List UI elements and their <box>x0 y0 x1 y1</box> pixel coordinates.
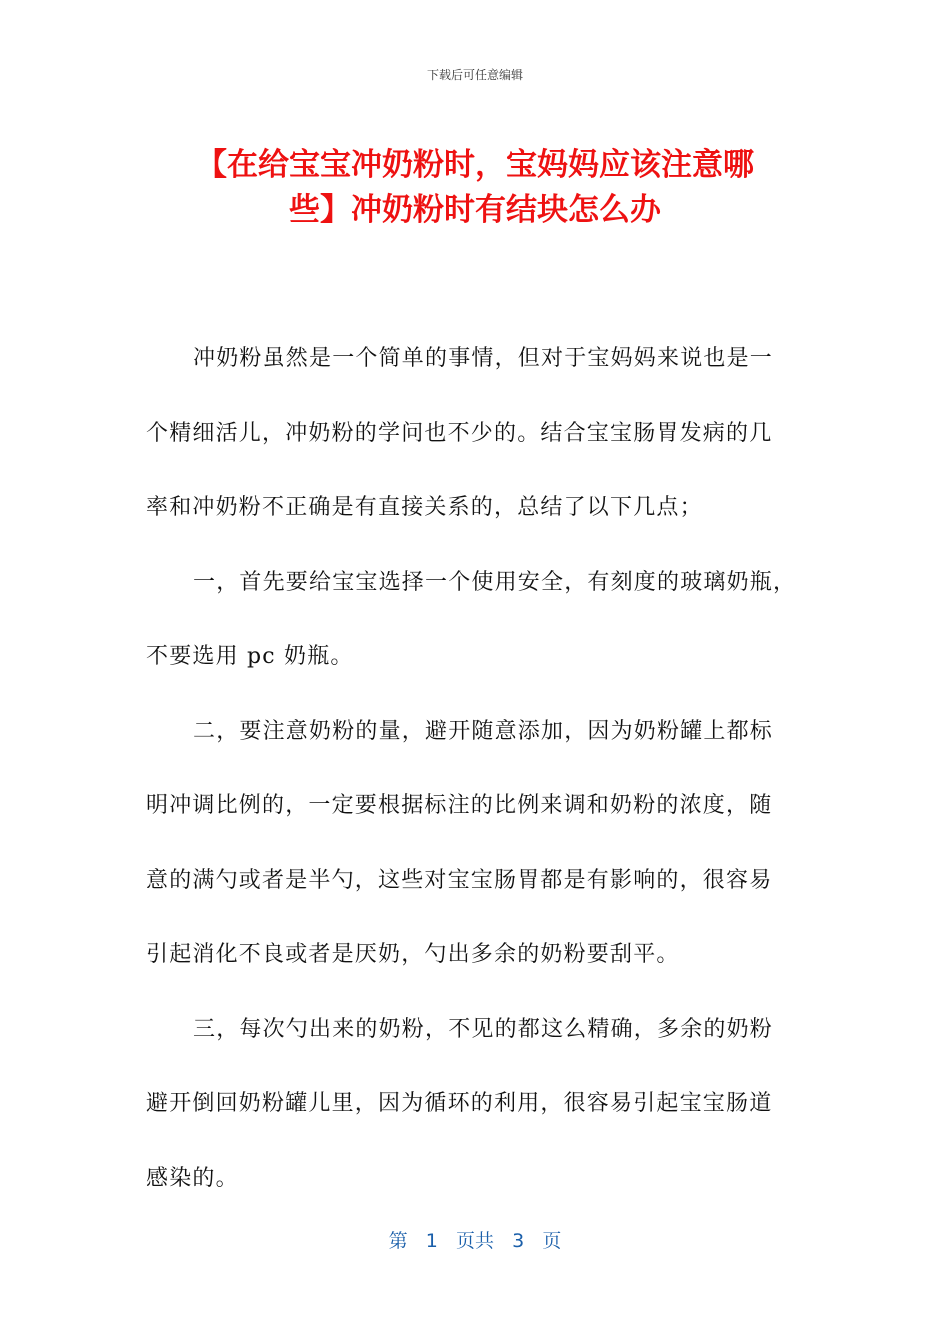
paragraph-line: 明冲调比例的，一定要根据标注的比例来调和奶粉的浓度，随 <box>146 793 773 818</box>
footer-total-pages: 3 <box>512 1230 525 1252</box>
paragraph-3 <box>146 695 810 993</box>
paragraph-line: 个精细活儿，冲奶粉的学问也不少的。结合宝宝肠胃发病的几 <box>146 420 773 446</box>
paragraph-line: 引起消化不良或者是厌奶，勺出多余的奶粉要刮平。 <box>146 942 680 967</box>
footer-suffix: 页 <box>542 1230 562 1252</box>
paragraph-line: 感染的。 <box>146 1165 239 1191</box>
footer-prefix: 第 <box>388 1230 408 1252</box>
paragraph-line: 三，每次勺出来的奶粉，不见的都这么精确，多余的奶粉 <box>193 1016 774 1042</box>
page-footer <box>0 1226 950 1253</box>
document-title <box>145 143 805 233</box>
footer-current-page: 1 <box>425 1230 438 1252</box>
paragraph-1 <box>146 322 810 546</box>
footer-middle: 页共 <box>455 1230 494 1252</box>
paragraph-4 <box>146 993 810 1217</box>
paragraph-2 <box>146 546 810 695</box>
paragraph-line: 不要选用 pc 奶瓶。 <box>146 644 354 669</box>
paragraph-line: 避开倒回奶粉罐儿里，因为循环的利用，很容易引起宝宝肠道 <box>146 1091 773 1116</box>
title-line-2: 些】冲奶粉时有结块怎么办 <box>289 192 661 228</box>
paragraph-line: 冲奶粉虽然是一个简单的事情，但对于宝妈妈来说也是一 <box>193 346 774 371</box>
document-body <box>146 322 810 1216</box>
title-line-1: 【在给宝宝冲奶粉时，宝妈妈应该注意哪 <box>196 147 754 183</box>
paragraph-line: 意的满勺或者是半勺，这些对宝宝肠胃都是有影响的，很容易 <box>146 867 773 893</box>
header-note: 下载后可任意编辑 <box>426 68 523 82</box>
paragraph-line: 一，首先要给宝宝选择一个使用安全，有刻度的玻璃奶瓶， <box>193 569 797 595</box>
paragraph-line: 二，要注意奶粉的量，避开随意添加，因为奶粉罐上都标 <box>193 718 774 744</box>
paragraph-line: 率和冲奶粉不正确是有直接关系的，总结了以下几点； <box>146 495 703 520</box>
